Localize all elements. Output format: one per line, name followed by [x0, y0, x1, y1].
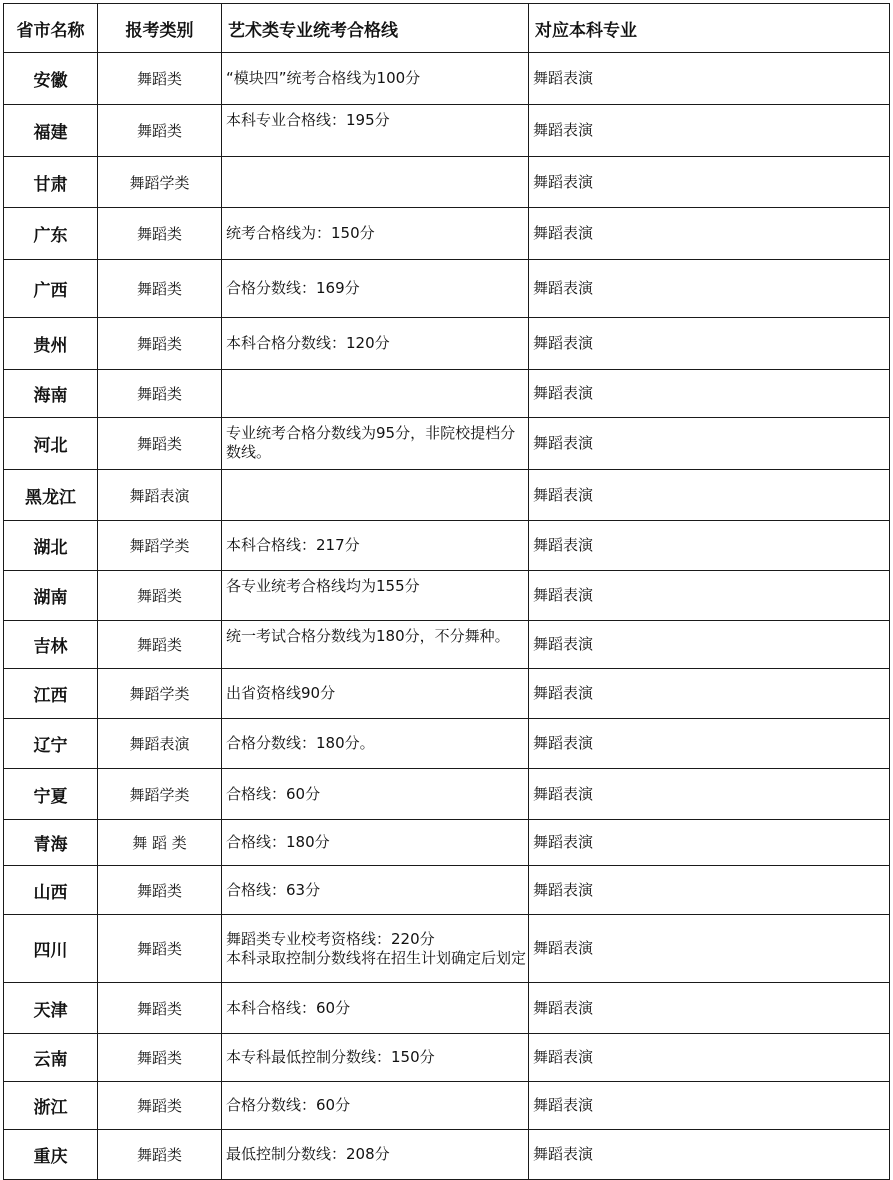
header-major: 对应本科专业: [529, 4, 890, 53]
table-row: [4, 53, 890, 105]
category-cell: 舞 蹈 类: [98, 820, 222, 866]
table-row: [4, 1130, 890, 1180]
line-cell: 合格分数线：60分: [222, 1082, 529, 1130]
table-row: [4, 719, 890, 769]
major-cell: 舞蹈表演: [529, 470, 890, 521]
major-cell: 舞蹈表演: [529, 260, 890, 318]
table-row: [4, 370, 890, 418]
major-cell: 舞蹈表演: [529, 105, 890, 157]
table-row: [4, 669, 890, 719]
category-cell: 舞蹈类: [98, 318, 222, 370]
table-row: [4, 470, 890, 521]
province-cell: 河北: [4, 418, 98, 470]
province-cell: 山西: [4, 866, 98, 915]
line-cell: 本科合格线：60分: [222, 983, 529, 1034]
major-cell: 舞蹈表演: [529, 521, 890, 571]
line-cell: 各专业统考合格线均为155分: [222, 571, 529, 621]
category-cell: 舞蹈类: [98, 370, 222, 418]
province-cell: 福建: [4, 105, 98, 157]
category-cell: 舞蹈类: [98, 105, 222, 157]
line-cell: 合格线：63分: [222, 866, 529, 915]
line-cell: “模块四”统考合格线为100分: [222, 53, 529, 105]
major-cell: 舞蹈表演: [529, 669, 890, 719]
table-row: [4, 571, 890, 621]
table-row: [4, 105, 890, 157]
table-row: [4, 915, 890, 983]
province-cell: 吉林: [4, 621, 98, 669]
category-cell: 舞蹈类: [98, 260, 222, 318]
category-cell: 舞蹈类: [98, 983, 222, 1034]
province-cell: 浙江: [4, 1082, 98, 1130]
table-row: [4, 866, 890, 915]
category-cell: 舞蹈类: [98, 1130, 222, 1180]
table-row: [4, 820, 890, 866]
major-cell: 舞蹈表演: [529, 1034, 890, 1082]
category-cell: 舞蹈类: [98, 571, 222, 621]
major-cell: 舞蹈表演: [529, 769, 890, 820]
category-cell: 舞蹈类: [98, 1034, 222, 1082]
major-cell: 舞蹈表演: [529, 208, 890, 260]
category-cell: 舞蹈学类: [98, 669, 222, 719]
major-cell: 舞蹈表演: [529, 370, 890, 418]
category-cell: 舞蹈学类: [98, 769, 222, 820]
line-cell: 出省资格线90分: [222, 669, 529, 719]
category-cell: 舞蹈学类: [98, 521, 222, 571]
header-line: 艺术类专业统考合格线: [222, 4, 529, 53]
category-cell: 舞蹈类: [98, 418, 222, 470]
province-cell: 安徽: [4, 53, 98, 105]
province-cell: 广西: [4, 260, 98, 318]
header-category: 报考类别: [98, 4, 222, 53]
province-cell: 湖北: [4, 521, 98, 571]
line-cell: [222, 915, 529, 983]
table-row: [4, 157, 890, 208]
major-cell: 舞蹈表演: [529, 621, 890, 669]
province-cell: 黑龙江: [4, 470, 98, 521]
table-row: [4, 208, 890, 260]
province-cell: 海南: [4, 370, 98, 418]
major-cell: 舞蹈表演: [529, 1082, 890, 1130]
province-cell: 重庆: [4, 1130, 98, 1180]
table-row: [4, 521, 890, 571]
province-cell: 广东: [4, 208, 98, 260]
line-cell: [222, 470, 529, 521]
table-row: [4, 1082, 890, 1130]
line-cell: [222, 370, 529, 418]
line-cell: 统一考试合格分数线为180分，不分舞种。: [222, 621, 529, 669]
category-cell: 舞蹈类: [98, 915, 222, 983]
table-row: [4, 318, 890, 370]
table-row: [4, 621, 890, 669]
table-row: [4, 418, 890, 470]
table-row: [4, 1034, 890, 1082]
line-cell: 本科合格分数线：120分: [222, 318, 529, 370]
category-cell: 舞蹈类: [98, 208, 222, 260]
province-cell: 天津: [4, 983, 98, 1034]
major-cell: 舞蹈表演: [529, 820, 890, 866]
line-cell: 本科合格线：217分: [222, 521, 529, 571]
line-cell-text: 舞蹈类专业校考资格线：220分: [226, 929, 435, 948]
header-row: [4, 4, 890, 53]
category-cell: 舞蹈表演: [98, 470, 222, 521]
line-cell: 本科专业合格线：195分: [222, 105, 529, 157]
major-cell: 舞蹈表演: [529, 719, 890, 769]
major-cell: 舞蹈表演: [529, 157, 890, 208]
line-cell: 最低控制分数线：208分: [222, 1130, 529, 1180]
province-cell: 甘肃: [4, 157, 98, 208]
category-cell: 舞蹈类: [98, 1082, 222, 1130]
province-cell: 宁夏: [4, 769, 98, 820]
category-cell: 舞蹈表演: [98, 719, 222, 769]
line-cell: 合格线：180分: [222, 820, 529, 866]
table-row: [4, 769, 890, 820]
major-cell: 舞蹈表演: [529, 1130, 890, 1180]
major-cell: 舞蹈表演: [529, 866, 890, 915]
line-cell: 统考合格线为：150分: [222, 208, 529, 260]
line-cell: [222, 157, 529, 208]
line-cell: 本专科最低控制分数线：150分: [222, 1034, 529, 1082]
category-cell: 舞蹈类: [98, 866, 222, 915]
province-cell: 云南: [4, 1034, 98, 1082]
major-cell: 舞蹈表演: [529, 318, 890, 370]
province-cell: 江西: [4, 669, 98, 719]
major-cell: 舞蹈表演: [529, 983, 890, 1034]
category-cell: 舞蹈类: [98, 53, 222, 105]
line-cell: 专业统考合格分数线为95分，非院校提档分数线。: [222, 418, 529, 470]
major-cell: 舞蹈表演: [529, 418, 890, 470]
province-cell: 四川: [4, 915, 98, 983]
province-cell: 辽宁: [4, 719, 98, 769]
table-row: [4, 260, 890, 318]
line-cell: 合格分数线：180分。: [222, 719, 529, 769]
line-cell: 合格线：60分: [222, 769, 529, 820]
province-cell: 湖南: [4, 571, 98, 621]
category-cell: 舞蹈类: [98, 621, 222, 669]
table-row: [4, 983, 890, 1034]
province-cell: 青海: [4, 820, 98, 866]
line-cell: 合格分数线：169分: [222, 260, 529, 318]
category-cell: 舞蹈学类: [98, 157, 222, 208]
header-province: 省市名称: [4, 4, 98, 53]
major-cell: 舞蹈表演: [529, 571, 890, 621]
score-table: [3, 3, 890, 1180]
major-cell: 舞蹈表演: [529, 53, 890, 105]
province-cell: 贵州: [4, 318, 98, 370]
major-cell: 舞蹈表演: [529, 915, 890, 983]
line-cell-text: 本科录取控制分数线将在招生计划确定后划定: [226, 948, 527, 967]
